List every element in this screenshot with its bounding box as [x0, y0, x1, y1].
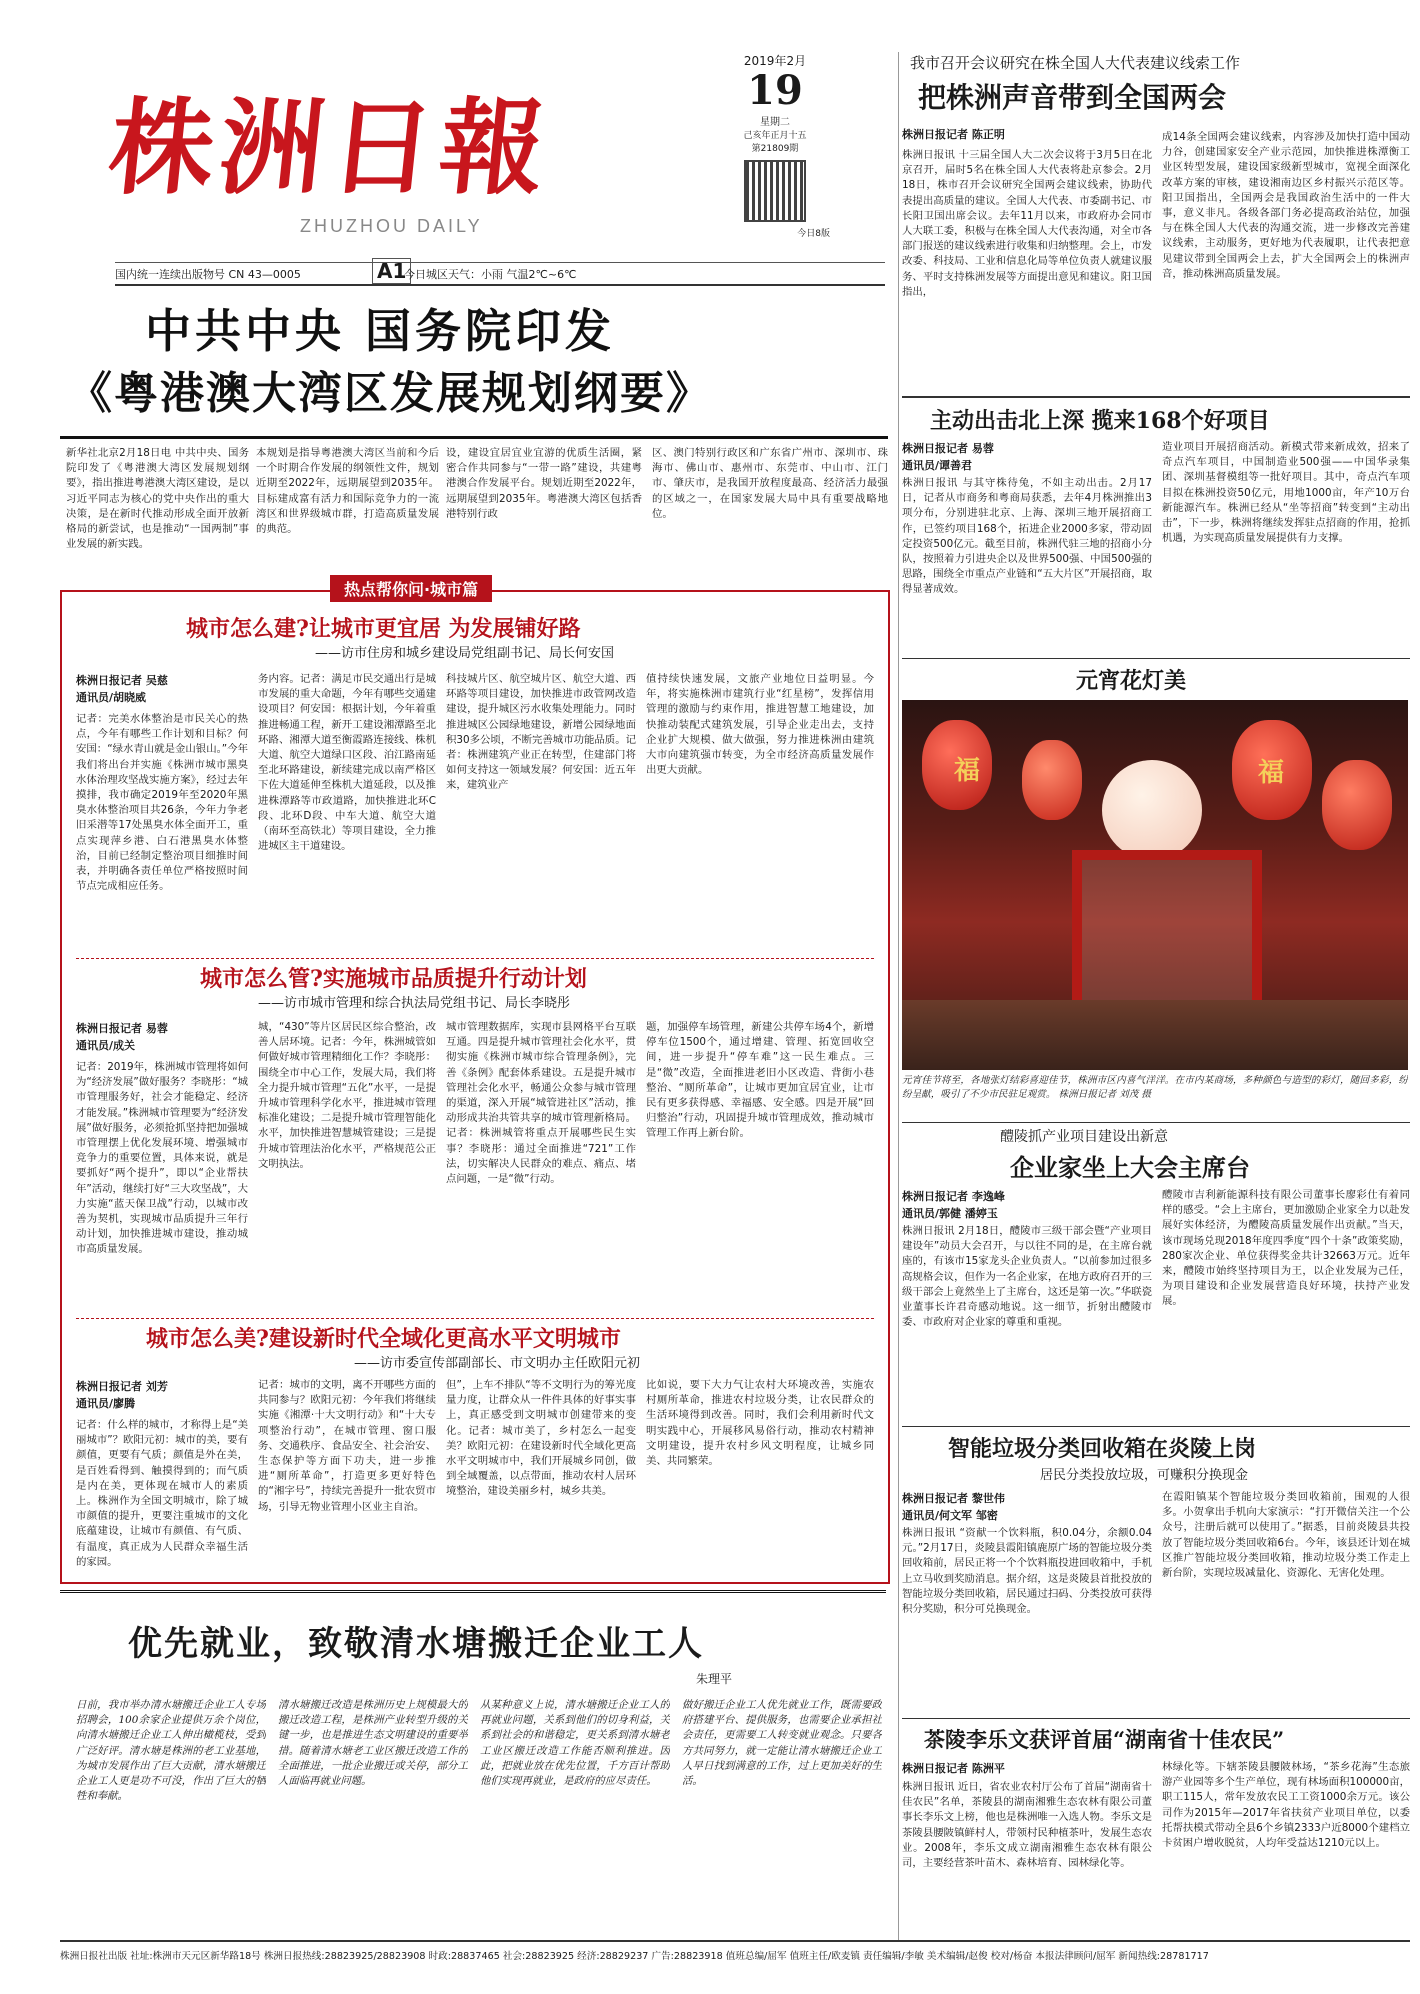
a2-col3: 城市管理数据库，实现市县网格平台互联互通。四是提升城市管理社会化水平，贯彻实施《株洲市城市综合管理条例》，完善《条例》配套体系建设。五是提升城市管理社会化水平，畅通公众参与城市管理的渠道，深入开展“城管进社区”活动，推动形成共治共管共享的城市管理新格局。记者：株洲城管将重点开展哪些民生实事？李晓彤：通过全面推进“721”工作法，切实解决人民群众的难点、痛点、堵点问题，一是“微”行动。 [446, 1021, 636, 1186]
weekday: 星期二 [760, 117, 790, 128]
bottom-col1: 日前，我市举办清水塘搬迁企业工人专场招聘会，100余家企业提供万余个岗位，向清水塘搬迁企业工人伸出橄榄枝，受到广泛好评。清水塘是株洲的老工业基地，为城市发展作出了巨大贡献，清水塘搬迁企业工人更是功不可没，作出了巨大的牺牲和奉献。 [76, 1699, 266, 1803]
right-a5-col2: 林绿化等。下辖茶陵县腰陂林场，“茶乡花海”生态旅游产业园等多个生产单位，现有林场面积100000亩，职工115人，常年发放农民工工资1000余万元。该公司作为2015年—2017年省扶贫产业项目单位，以委托帮扶模式带动全县6个乡镇2333户近8000个建档立卡贫困户增收脱贫，人均年受益达1210元以上。 [1162, 1761, 1410, 1850]
lantern-icon [1102, 760, 1202, 860]
a1-col3: 科技城片区、航空城片区、航空大道、西环路等项目建设，加快推进市政管网改造建设，提升城区污水收集处理能力。同时推进城区公园绿地建设，新增公园绿地面积30多公顷，不断完善城市功能品质。记者：株洲建筑产业正在转型，住建部门将如何支持这一领域发展？何安国：近五年来，建筑业产 [446, 673, 636, 792]
lantern-banner-right: 福 [1258, 758, 1285, 788]
page-number: A1 [372, 258, 411, 284]
a3-byline [76, 1378, 168, 1412]
right-a4-col1: 株洲日报讯 “资献一个饮料瓶，积0.04分，余额0.04元。”2月17日，炎陵县霞阳镇鹿原广场的智能垃圾分类回收箱前，居民正将一个个饮料瓶投进回收箱中，手机上立马收到奖励消息。据介绍，这是炎陵县首批投放的智能垃圾分类回收箱，居民通过扫码、分类投放可获得积分奖励，积分可兑换现金。 [902, 1527, 1152, 1616]
right-a4-byline [902, 1490, 1005, 1524]
right-top-col1: 株洲日报讯 十三届全国人大二次会议将于3月5日在北京召开，届时5名在株全国人大代表将赴京参会。2月18日，株市召开会议研究全国两会建议线索，协助代表提出高质量的建议。全国人大代表、市委副书记、市长阳卫国出席会议。去年11月以来，市政府办会同市人大联工委，积极与在株全国人大代表沟通，对全市各部门报送的建议线索进行收集和归纳整理。会上，市发改委、科技局、工业和信息化局等单位负责人就建议服务、平时支持株洲发展等方面提出意见和建议。阳卫国指出， [902, 149, 1152, 298]
right-top-headline: 把株洲声音带到全国两会 [918, 81, 1227, 114]
right-a4-sub: 居民分类投放垃圾，可赚积分换现金 [1040, 1468, 1249, 1483]
right-a2-col2: 造业项目开展招商活动。新模式带来新成效，招来了奇点汽车项目，中国制造业500强——中国华录集团、深圳基督模组等一批好项目。其中，奇点汽车项目拟在株洲投资50亿元，用地1000亩，年产10万台新能源汽车。株洲已经从“坐等招商”转变到“主动出击”，下一步，株洲将继续发挥驻点招商的作用，抢抓机遇，为实现高质量发展提供有力支撑。 [1162, 441, 1410, 545]
photo-caption: 元宵佳节将至，各地张灯结彩喜迎佳节，株洲市区内喜气洋洋。在市内某商场，多种颜色与造型的彩灯，随回多彩，纷纷呈献，吸引了不少市民驻足观赏。 株洲日报记者 刘茂 摄 [902, 1075, 1408, 1100]
footer-info: 株洲日报社出版 社址:株洲市天元区新华路18号 株洲日报热线:28823925/28823908 时政:28837465 社会:28823925 经济:28829237 广告:28823918 值班总编/屈军 值班主任/欧麦镇 责任编辑/李敏 美术编辑/赵俊 校对/杨奋 本报法律顾问/屈军 新闻热线:28781717 [60, 1951, 1209, 1962]
right-a4-col2: 在霞阳镇某个智能垃圾分类回收箱前，围观的人很多。小贺拿出手机向大家演示：“打开微信关注一个公众号，注册后就可以使用了。”据悉，目前炎陵县共投放了智能垃圾分类回收箱6台。今年，该县还计划在城区推广智能垃圾分类回收箱，推动垃圾分类工作走上新台阶，实现垃圾减量化、资源化、无害化处理。 [1162, 1491, 1410, 1580]
bottom-col3: 从某种意义上说，清水塘搬迁企业工人的再就业问题，关系到他们的切身利益，关系到社会的和谐稳定，更关系到清水塘老工业区搬迁改造工作能否顺利推进。因此，把就业放在优先位置，千方百计帮助他们实现再就业，是政府的应尽责任。 [480, 1699, 670, 1788]
right-top-byline: 株洲日报记者 陈正明 [902, 128, 1005, 141]
bottom-author: 朱理平 [696, 1672, 733, 1686]
hot-banner: 热点帮你问·城市篇 [330, 575, 492, 602]
right-a2-byline-correspondent: 通讯员/谭善君 [902, 459, 973, 472]
a3-byline-correspondent: 通讯员/廖腾 [76, 1397, 136, 1410]
a2-col4: 题，加强停车场管理，新建公共停车场4个，新增停车位1500个，通过增建、管理、拓宽回收空间，进一步提升“停车难”这一民生难点。三是“微”改造，全面推进老旧小区改造、背街小巷整治、“厕所革命”，让城市更加宜居宜业，让市民有更多获得感、幸福感、安全感。四是开展“回归整治”行动，巩固提升城市管理成效，推动城市管理工作再上新台阶。 [646, 1021, 874, 1140]
a1-col1: 记者：完美水体整治是市民关心的热点，今年有哪些工作计划和目标？何安国：“绿水青山就是金山银山。”今年我们将出台并实施《株洲市城市黑臭水体治理攻坚战实施方案》，经过去年摸排，我市确定2019年至2020年黑臭水体整治项目共26条，今年力争老旧采潜等17处黑臭水体全面开工，重点实现萍乡港、白石港黑臭水体整治，目前已经制定整治项目细推时间表，并明确各责任单位严格按照时间节点完成相应任务。 [76, 713, 248, 893]
a3-sub: ——访市委宣传部副部长、市文明办主任欧阳元初 [354, 1356, 641, 1371]
right-a3-byline-reporter: 株洲日报记者 李逸峰 [902, 1190, 1005, 1203]
right-a5-byline: 株洲日报记者 陈洲平 [902, 1762, 1005, 1775]
right-a3-byline [902, 1188, 1005, 1222]
a1-headline: 城市怎么建?让城市更宜居 为发展铺好路 [186, 616, 581, 642]
right-a3-byline-correspondent: 通讯员/郭健 潘婷玉 [902, 1207, 998, 1220]
photo-lanterns [902, 700, 1408, 1070]
right-a2-headline: 主动出击北上深 揽来168个好项目 [930, 408, 1270, 434]
a3-byline-reporter: 株洲日报记者 刘芳 [76, 1380, 168, 1393]
a2-col2: 城，“430”等片区居民区综合整治，改善人居环境。记者：今年，株洲城管如何做好城市管理精细化工作？李晓彤：围绕全市中心工作，发展大局，我们将全力提升城市管理“五化”水平，一是提升城市管理科学化水平，推进城市管理标准化建设；二是提升城市管理智能化水平，加快推进智慧城管建设；三是提升城市管理法治化水平，严格规范公正文明执法。 [258, 1021, 436, 1170]
a1-col2: 务内容。记者：满足市民交通出行是城市发展的重大命题，今年有哪些交通建设项目？何安国：根据计划，今年着重推进畅通工程，新开工建设湘潭路至北环路、湘潭大道至衡霞路连接线、株机大道、航空大道绿口区段、泊江路南延至北环路建设，新续建完成以南严格区下佐大道延伸至株机大道延段，以及推进株潭路等市政道路，加快推进北环C段、北环D段、中车大道、航空大道（南环至高铁北）等项目建设，全力推进城区主干道建设。 [258, 673, 436, 853]
right-a4-byline-reporter: 株洲日报记者 黎世伟 [902, 1492, 1005, 1505]
photo-title: 元宵花灯美 [1076, 668, 1187, 694]
pages-count: 今日8版 [797, 229, 830, 239]
a1-col4: 值持续快速发展，文旅产业地位日益明显。今年，将实施株洲市建筑行业“红星榜”，发挥信用管理的激励与约束作用，推进智慧工地建设，加快推动装配式建筑发展，引导企业走出去，支持企业扩大规模、做大做强，努力推进株洲由建筑大市向建筑强市转变，为全市经济高质量发展作出更大贡献。 [646, 673, 874, 777]
date-day: 19 [747, 67, 803, 114]
right-a5-headline: 茶陵李乐文获评首届“湖南省十佳农民” [924, 1727, 1285, 1752]
right-a4-headline: 智能垃圾分类回收箱在炎陵上岗 [948, 1436, 1257, 1462]
a1-byline [76, 672, 168, 706]
a2-byline-reporter: 株洲日报记者 易蓉 [76, 1022, 168, 1035]
photo-floor [902, 1000, 1408, 1070]
a1-sub: ——访市住房和城乡建设局党组副书记、局长何安国 [315, 646, 615, 661]
lead-headline: 《粤港澳大湾区发展规划纲要》 [68, 368, 712, 419]
a1-byline-correspondent: 通讯员/胡晓威 [76, 691, 147, 704]
a2-byline [76, 1020, 168, 1054]
lantern-icon [1022, 740, 1082, 820]
lead-col1: 新华社北京2月18日电 中共中央、国务院印发了《粤港澳大湾区发展规划纲要》，指出推进粤港澳大湾区建设，是以习近平同志为核心的党中央作出的重大决策，是在新时代推动形成全面开放新格局的新尝试，也是推动“一国两制”事业发展的新实践。 [66, 447, 249, 551]
bottom-col4: 做好搬迁企业工人优先就业工作，既需要政府搭建平台、提供服务，也需要企业承担社会责任，更需要工人转变就业观念。只要各方共同努力，就一定能让清水塘搬迁企业工人早日找到满意的工作，过上更加美好的生活。 [682, 1699, 882, 1788]
right-a3-kicker: 醴陵抓产业项目建设出新意 [1000, 1129, 1168, 1145]
serial-number: 国内统一连续出版物号 CN 43—0005 [115, 268, 301, 281]
right-a4-byline-correspondent: 通讯员/何文军 邹密 [902, 1509, 998, 1522]
right-top-kicker: 我市召开会议研究在株全国人大代表建议线索工作 [910, 54, 1241, 72]
lantern-banner-left: 福 [954, 756, 981, 786]
bottom-headline: 优先就业，致敬清水塘搬迁企业工人 [128, 1624, 704, 1664]
a3-col2: 记者：城市的文明，离不开哪些方面的共同参与？欧阳元初：今年我们将继续实施《湘潭·十大文明行动》和“十大专项整治行动”，在城市管理、窗口服务、交通秩序、食品安全、社会治安、生态保护等方面下功夫，进一步推进“厕所革命”，打造更多更好特色的“湘字号”，持续完善提升一批农贸市场，引导无物业管理小区业主自治。 [258, 1379, 436, 1513]
right-a3-col2: 醴陵市吉利新能源科技有限公司董事长廖彩仕有着同样的感受。“会上主席台，更加激励企业家全力以赴发展好实体经济，为醴陵高质量发展作出贡献。”当天，该市现场兑现2018年度四季度“四个十条”政策奖励，280家次企业、单位获得奖金共计32663万元。近年来，醴陵市始终坚持项目为王，以企业发展为己任，为项目建设和企业发展营造良好环境，扶持产业发展。 [1162, 1189, 1410, 1308]
issue-number: 第21809期 [751, 144, 799, 154]
weather: 今日城区天气：小雨 气温2℃~6℃ [404, 268, 577, 281]
a3-headline: 城市怎么美?建设新时代全域化更高水平文明城市 [146, 1326, 621, 1352]
right-a2-byline [902, 440, 994, 474]
right-a5-col1: 株洲日报讯 近日，省农业农村厅公布了首届“湖南省十佳农民”名单，茶陵县的湖南湘雅生态农林有限公司董事长李乐文上榜，他也是株洲唯一入选人物。李乐文是茶陵县腰陂镇鲜村人，带领村民种植茶叶，发展生态农业。2008年，李乐文成立湖南湘雅生态农林有限公司，主要经营茶叶苗木、森林培育、园林绿化等。 [902, 1781, 1152, 1870]
lead-col3: 设，建设宜居宜业宜游的优质生活圈，紧密合作共同参与“一带一路”建设，共建粤港澳合作发展平台。规划近期至2022年，远期展望到2035年。粤港澳大湾区包括香港特别行政 [446, 447, 642, 520]
a3-col1: 记者：什么样的城市，才称得上是“美丽城市”？欧阳元初：城市的美，要有颜值，更要有气质；颜值是外在美，是百姓看得到、触摸得到的；而气质是内在美，更体现在城市人的素质上。株洲作为全国文明城市，除了城市颜值的提升，更要注重城市的文化底蕴建设，让城市有颜值、有气质、有温度，真正成为人民群众幸福生活的家园。 [76, 1419, 248, 1568]
right-a2-col1: 株洲日报讯 与其守株待兔，不如主动出击。2月17日，记者从市商务和粤商局获悉，去年4月株洲推出3项分布，分别进驻北京、上海、深圳三地开展招商工作，已签约项目168个，拓进企业2000多家，带动固定投资500亿元。截至目前，株洲代驻三地的招商小分队，按照着力引进央企以及世界500强、中国500强的思路，围绕全市重点产业链和“五大片区”开展招商，取得显著成效。 [902, 477, 1152, 596]
a2-headline: 城市怎么管?实施城市品质提升行动计划 [200, 966, 587, 992]
lantern-icon [1322, 760, 1392, 850]
a1-byline-reporter: 株洲日报记者 吴慈 [76, 674, 168, 687]
a3-col4: 比如说，要下大力气让农村大环境改善，实施农村厕所革命，推进农村垃圾分类，让农民群众的生活环境得到改善。同时，我们会利用新时代文明实践中心，开展移风易俗行动，推动农村精神文明建设，提升农村乡风文明程度，让城乡同美、共同繁荣。 [646, 1379, 874, 1468]
a2-byline-correspondent: 通讯员/成关 [76, 1039, 136, 1052]
a2-col1: 记者：2019年，株洲城市管理将如何为“经济发展”做好服务？李晓彤：“城市管理服务好，社会才能稳定、经济才能发展。”株洲城市管理要为“经济发展”做好服务，必须抢抓坚持把加强城市管理摆上优化发展环境、增强城市竞争力的重要位置，具体来说，就是要抓好“两个提升”，即以“企业帮扶年”活动，继续打好“三大攻坚战”，大力实施“蓝天保卫战”行动，以城市改善为契机，实现城市品质提升三年行动计划，加快推进城市建设，推动城市高质量发展。 [76, 1061, 248, 1256]
right-a3-headline: 企业家坐上大会主席台 [1010, 1153, 1250, 1182]
right-a3-col1: 株洲日报讯 2月18日，醴陵市三级干部会暨“产业项目建设年”动员大会召开，与以往不同的是，在主席台就座的，有该市15家龙头企业负责人。“以前参加过很多高规格会议，但作为一名企业家，在地方政府召开的三级干部会上竟然坐上了主席台，这还是第一次。”华联瓷业董事长许君奇感动地说。这一细节，折射出醴陵市委、市政府对企业家的尊重和重视。 [902, 1225, 1152, 1329]
date-box [720, 52, 830, 257]
lead-kicker: 中共中央 国务院印发 [145, 304, 616, 358]
masthead-title: 株洲日報 [103, 86, 557, 209]
date-year-month: 2019年2月 [743, 54, 807, 68]
a2-sub: ——访市城市管理和综合执法局党组书记、局长李晓彤 [258, 996, 571, 1011]
right-a2-byline-reporter: 株洲日报记者 易蓉 [902, 442, 994, 455]
lead-col4: 区、澳门特别行政区和广东省广州市、深圳市、珠海市、佛山市、惠州市、东莞市、中山市、江门市、肇庆市，是我国开放程度最高、经济活力最强的区域之一，在国家发展大局中具有重要战略地位。 [652, 447, 888, 520]
a3-col3: 但”，上车不排队“等不文明行为的筹光度量力度，让群众从一件件具体的好事实事上，真正感受到文明城市创建带来的变化。记者：城市美了，乡村怎么一起变美？欧阳元初：在建设新时代全域化更高水平文明城市中，我们开展城乡同创，做到全域覆盖，以点带面，推动农村人居环境整治，建设美丽乡村，城乡共美。 [446, 1379, 636, 1498]
lead-col2: 本规划是指导粤港澳大湾区当前和今后一个时期合作发展的纲领性文件，规划近期至2022年，远期展望到2035年。目标建成富有活力和国际竞争力的一流湾区和世界级城市群，打造高质量发展的典范。 [256, 447, 439, 536]
lunar-date: 己亥年正月十五 [743, 131, 807, 141]
bottom-col2: 清水塘搬迁改造是株洲历史上规模最大的搬迁改造工程，是株洲产业转型升级的关键一步，也是推进生态文明建设的重要举措。随着清水塘老工业区搬迁改造工作的全面推进，一批企业搬迁或关停，部分工人面临再就业问题。 [278, 1699, 468, 1788]
right-top-col2: 成14条全国两会建议线索，内容涉及加快打造中国动力谷，创建国家安全产业示范园，加快推进株潭衡工业区转型发展，建设国家级新型城市，宽视全面深化改革方案的审核，建设湘南边区乡村振兴示范区等。阳卫国指出，全国两会是我国政治生活中的一件大事，意义非凡。各级各部门务必提高政治站位，加强与在株全国人大代表的沟通交流，进一步修改完善建议线索，主动服务，更好地为代表履职，让代表把意见建议带到全国两会上去，扩大全国两会上的株洲声音，推动株洲高质量发展。 [1162, 131, 1410, 280]
qr-code-icon [744, 160, 806, 222]
masthead-subtitle: ZHUZHOU DAILY [300, 216, 483, 236]
